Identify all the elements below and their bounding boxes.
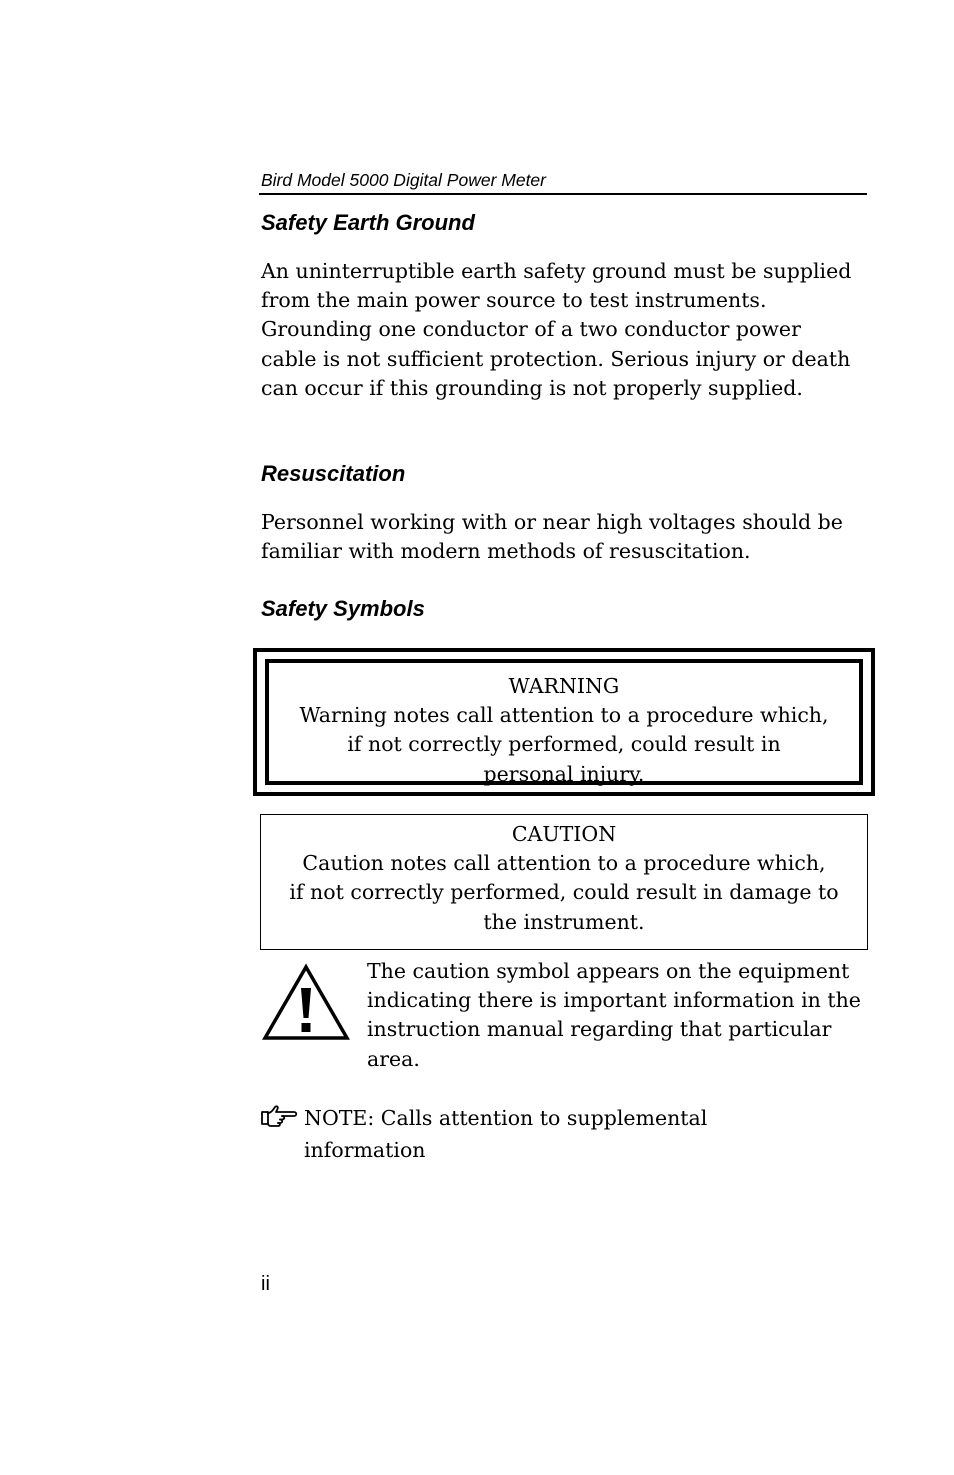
warning-box-inner-border: [265, 659, 863, 785]
warning-title: WARNING: [508, 674, 620, 698]
caution-text: [261, 820, 867, 937]
caution-line: if not correctly performed, could result in damage to: [289, 880, 839, 905]
caution-symbol-description: The caution symbol appears on the equipment indicating there is important information in the instruction manual regarding that particular area.: [367, 959, 861, 1071]
header-rule: [259, 193, 867, 195]
heading-safety-earth-ground: Safety Earth Ground: [261, 210, 475, 235]
caution-box: [260, 814, 868, 950]
heading-resuscitation: Resuscitation: [261, 461, 406, 486]
warning-box: [253, 648, 875, 796]
caution-triangle-icon: [262, 963, 350, 1041]
paragraph-resuscitation: Personnel working with or near high voltages should be familiar with modern methods of resuscitation.: [261, 510, 843, 564]
page-number: ii: [261, 1273, 270, 1295]
caution-title: CAUTION: [511, 822, 617, 846]
heading-safety-symbols: Safety Symbols: [261, 596, 425, 621]
pointing-hand-icon: [260, 1104, 298, 1128]
caution-line: Caution notes call attention to a procedure which,: [302, 851, 826, 876]
warning-line: Warning notes call attention to a procedure which,: [299, 703, 829, 728]
warning-text: [269, 672, 859, 789]
note-text: NOTE: Calls attention to supplemental information: [304, 1106, 708, 1162]
caution-line: the instrument.: [483, 909, 645, 934]
warning-line: personal injury.: [483, 761, 645, 786]
header-title: Bird Model 5000 Digital Power Meter: [261, 170, 546, 190]
paragraph-safety-earth-ground: An uninterruptible earth safety ground must be supplied from the main power source to test instruments. Grounding one conductor of a two conductor power cable is not sufficient protection. Serious injury or death can occur if this grounding is not properly supplied.: [261, 259, 852, 400]
warning-line: if not correctly performed, could result in: [347, 732, 781, 757]
